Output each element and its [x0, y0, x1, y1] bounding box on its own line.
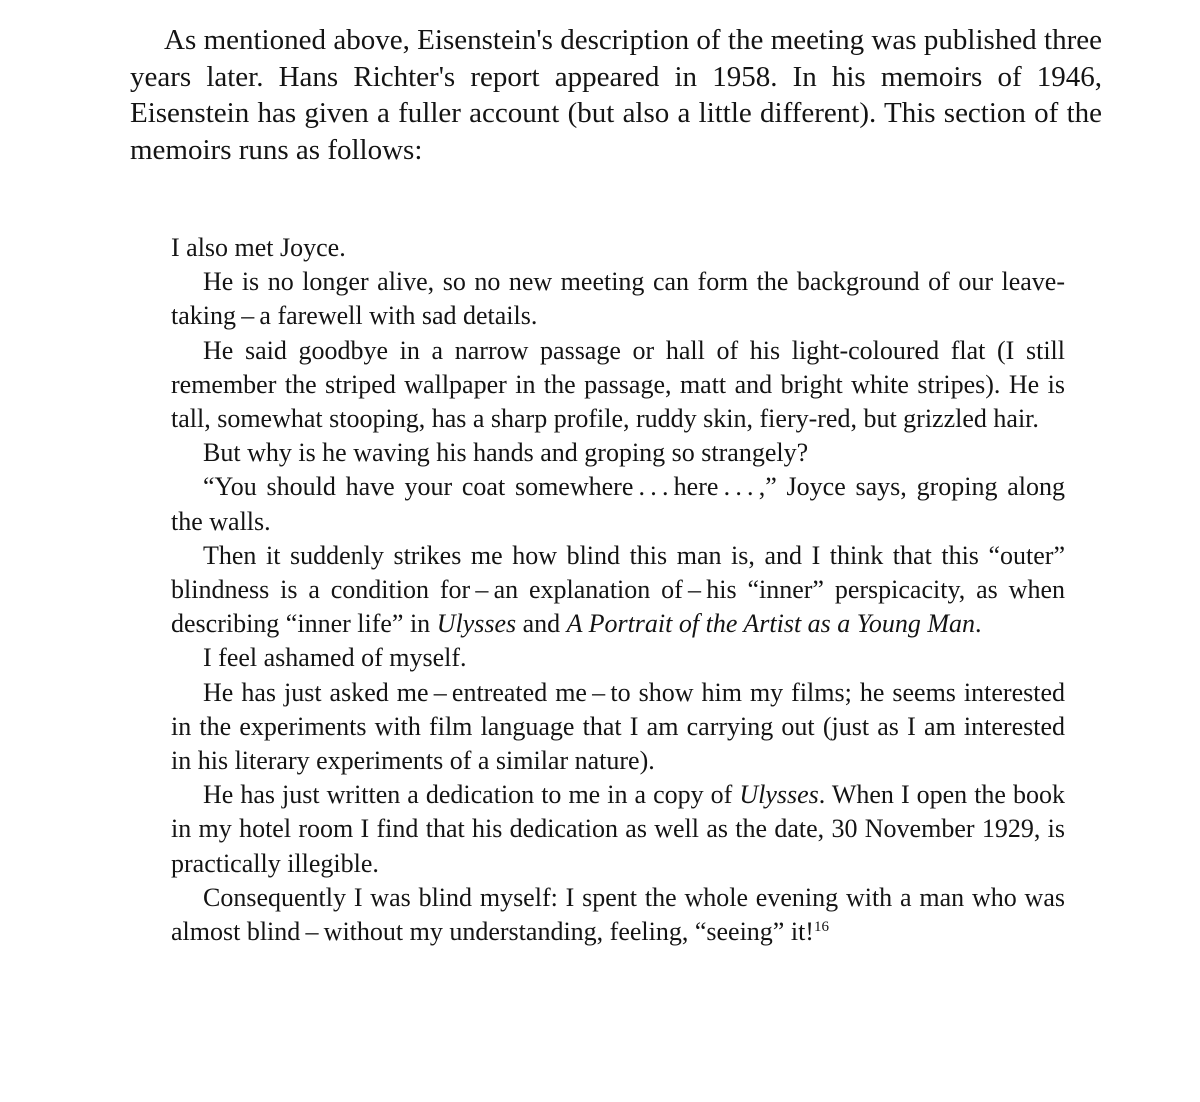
quote-paragraph-6-text-before: Then it suddenly strikes me how blind this man is, and I think that this “outer” blindness is a condition for – an explanation of – his “inner” perspicacity, as when describing “inner life” in: [171, 540, 1065, 639]
quote-paragraph-8: He has just asked me – entreated me – to show him my films; he seems interested in the experiments with film language that I am carrying out (just as I am interested in his literary experiments of a similar nature).: [171, 677, 1065, 776]
quote-paragraph-10: [171, 881, 1065, 949]
intro-text: As mentioned above, Eisenstein's description of the meeting was published three years later. Hans Richter's report appeared in 1958. In his memoirs of 1946, Eisenstein has given a fuller account (but also a little different). This section of the memoirs runs as follows:: [130, 24, 1102, 166]
book-title-portrait-of-the-artist: A Portrait of the Artist as a Young Man: [566, 609, 976, 639]
intro-paragraph: [130, 22, 1102, 168]
quote-paragraph-10-text: Consequently I was blind myself: I spent the whole evening with a man who was almost blind – without my understanding, feeling, “seeing” it!: [171, 882, 1065, 947]
memoir-block-quote: [171, 231, 1065, 949]
quote-paragraph-3: He said goodbye in a narrow passage or hall of his light-coloured flat (I still remember the striped wallpaper in the passage, matt and bright white stripes). He is tall, somewhat stooping, has a sharp profile, ruddy skin, fiery-red, but grizzled hair.: [171, 335, 1065, 434]
quote-paragraph-6-text-after: .: [975, 609, 982, 639]
quote-paragraph-9-text-after: . When I open the book in my hotel room I find that his dedication as well as the date, 30 November 1929, is practically illegible.: [171, 780, 1066, 878]
book-title-ulysses: Ulysses: [436, 609, 517, 639]
book-title-ulysses-2: Ulysses: [739, 780, 819, 810]
quote-paragraph-5: “You should have your coat somewhere . . . here . . . ,” Joyce says, groping along the walls.: [171, 472, 1065, 536]
quote-paragraph-4: But why is he waving his hands and groping so strangely?: [203, 438, 809, 468]
quote-paragraph-9-text-before: He has just written a dedication to me in a copy of: [203, 780, 740, 810]
quote-paragraph-6: [171, 539, 1065, 642]
quote-paragraph-9: [171, 778, 1065, 881]
footnote-marker: 16: [813, 919, 829, 936]
quote-paragraph-7: I feel ashamed of myself.: [203, 643, 467, 673]
quote-paragraph-6-text-middle: and: [516, 609, 567, 639]
quote-paragraph-2: He is no longer alive, so no new meeting can form the background of our leave-taking – a farewell with sad details.: [171, 267, 1065, 331]
quote-paragraph-1: I also met Joyce.: [171, 233, 346, 262]
